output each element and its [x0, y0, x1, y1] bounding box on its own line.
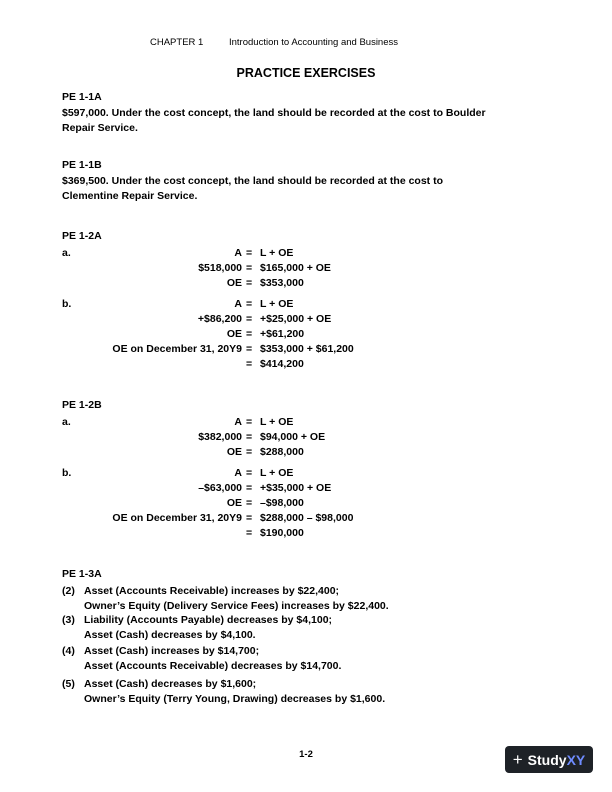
pe-1-2a-a-label: a.	[62, 247, 71, 259]
equation-lhs: OE on December 31, 20Y9	[112, 512, 242, 524]
equation-rhs: $94,000 + OE	[260, 431, 326, 443]
item-number: (2)	[62, 585, 75, 597]
equals-sign: =	[246, 416, 253, 428]
item-line2: Owner’s Equity (Delivery Service Fees) increases by $22,400.	[84, 600, 389, 612]
equals-sign: =	[246, 298, 253, 310]
equation-row	[0, 497, 612, 512]
equation-row	[0, 343, 612, 358]
equation-rhs: L + OE	[260, 298, 294, 310]
equation-lhs: –$63,000	[198, 482, 242, 494]
pe-1-1a-line2: Repair Service.	[62, 122, 138, 134]
equation-lhs: $382,000	[198, 431, 242, 443]
item-line2: Asset (Accounts Receivable) decreases by $14,700.	[84, 660, 342, 672]
equation-row	[0, 247, 612, 262]
equals-sign: =	[246, 431, 253, 443]
pe-1-2a-heading: PE 1-2A	[62, 230, 102, 242]
item-line1: Asset (Cash) increases by $14,700;	[84, 645, 260, 657]
equation-rhs: L + OE	[260, 416, 294, 428]
pe-1-2b-b-label: b.	[62, 467, 72, 479]
pe-1-1b-line2: Clementine Repair Service.	[62, 190, 198, 202]
item-line1: Asset (Cash) decreases by $1,600;	[84, 678, 257, 690]
equals-sign: =	[246, 328, 253, 340]
equation-rhs: $353,000	[260, 277, 304, 289]
equals-sign: =	[246, 446, 253, 458]
equation-row	[0, 446, 612, 461]
pe-1-1a-line1: $597,000. Under the cost concept, the land should be recorded at the cost to Boulder	[62, 107, 486, 119]
equals-sign: =	[246, 467, 253, 479]
equals-sign: =	[246, 343, 253, 355]
equation-lhs: OE	[226, 446, 242, 458]
list-item	[0, 678, 612, 710]
equation-row	[0, 431, 612, 446]
equation-lhs: OE on December 31, 20Y9	[112, 343, 242, 355]
equation-rhs: L + OE	[260, 467, 294, 479]
item-number: (4)	[62, 645, 75, 657]
equation-lhs: OE	[226, 277, 242, 289]
equation-rhs: $414,200	[260, 358, 304, 370]
equals-sign: =	[246, 512, 253, 524]
plus-icon: +	[512, 749, 523, 769]
equation-row	[0, 277, 612, 292]
pe-1-2a-b-label: b.	[62, 298, 72, 310]
badge-suffix: XY	[566, 751, 586, 768]
equation-lhs: A	[234, 467, 242, 479]
equals-sign: =	[246, 262, 253, 274]
pe-1-2b-heading: PE 1-2B	[62, 399, 102, 411]
pe-1-3a-heading: PE 1-3A	[62, 568, 102, 580]
equation-rhs: $288,000 – $98,000	[260, 512, 354, 524]
equation-row	[0, 467, 612, 482]
equation-lhs: $518,000	[198, 262, 242, 274]
equation-rhs: –$98,000	[260, 497, 304, 509]
list-item	[0, 585, 612, 617]
equals-sign: =	[246, 497, 253, 509]
item-line2: Owner’s Equity (Terry Young, Drawing) decreases by $1,600.	[84, 693, 386, 705]
item-line2: Asset (Cash) decreases by $4,100.	[84, 629, 256, 641]
equation-rhs: +$61,200	[260, 328, 305, 340]
equation-row	[0, 527, 612, 542]
pe-1-2b-a-label: a.	[62, 416, 71, 428]
equation-row	[0, 262, 612, 277]
equation-rhs: +$35,000 + OE	[260, 482, 332, 494]
equals-sign: =	[246, 277, 253, 289]
equation-rhs: $190,000	[260, 527, 304, 539]
item-line1: Liability (Accounts Payable) decreases by $4,100;	[84, 614, 333, 626]
pe-1-1b-heading: PE 1-1B	[62, 159, 102, 171]
equation-row	[0, 416, 612, 431]
equation-row	[0, 512, 612, 527]
badge-word: Study	[527, 751, 567, 768]
equation-row	[0, 358, 612, 373]
page-title: PRACTICE EXERCISES	[236, 66, 376, 80]
equation-rhs: +$25,000 + OE	[260, 313, 332, 325]
equals-sign: =	[246, 358, 253, 370]
item-line1: Asset (Accounts Receivable) increases by $22,400;	[84, 585, 340, 597]
equals-sign: =	[246, 313, 253, 325]
equation-row	[0, 482, 612, 497]
equation-row	[0, 313, 612, 328]
equation-row	[0, 298, 612, 313]
equals-sign: =	[246, 527, 253, 539]
pe-1-1a-heading: PE 1-1A	[62, 91, 102, 103]
equation-lhs: OE	[226, 497, 242, 509]
equation-rhs: L + OE	[260, 247, 294, 259]
equation-lhs: OE	[226, 328, 242, 340]
equation-rhs: $165,000 + OE	[260, 262, 331, 274]
item-number: (3)	[62, 614, 75, 626]
page-number: 1-2	[299, 749, 313, 760]
pe-1-1b-line1: $369,500. Under the cost concept, the land should be recorded at the cost to	[62, 175, 444, 187]
studyxy-badge[interactable]	[505, 746, 593, 773]
equation-lhs: A	[234, 298, 242, 310]
equation-rhs: $353,000 + $61,200	[260, 343, 354, 355]
equation-rhs: $288,000	[260, 446, 304, 458]
equation-lhs: +$86,200	[197, 313, 242, 325]
item-number: (5)	[62, 678, 75, 690]
list-item	[0, 645, 612, 677]
chapter-label: CHAPTER 1	[150, 37, 204, 48]
equation-lhs: A	[234, 247, 242, 259]
equals-sign: =	[246, 482, 253, 494]
equation-lhs: A	[234, 416, 242, 428]
list-item	[0, 614, 612, 646]
equals-sign: =	[246, 247, 253, 259]
chapter-title: Introduction to Accounting and Business	[229, 37, 399, 48]
equation-row	[0, 328, 612, 343]
